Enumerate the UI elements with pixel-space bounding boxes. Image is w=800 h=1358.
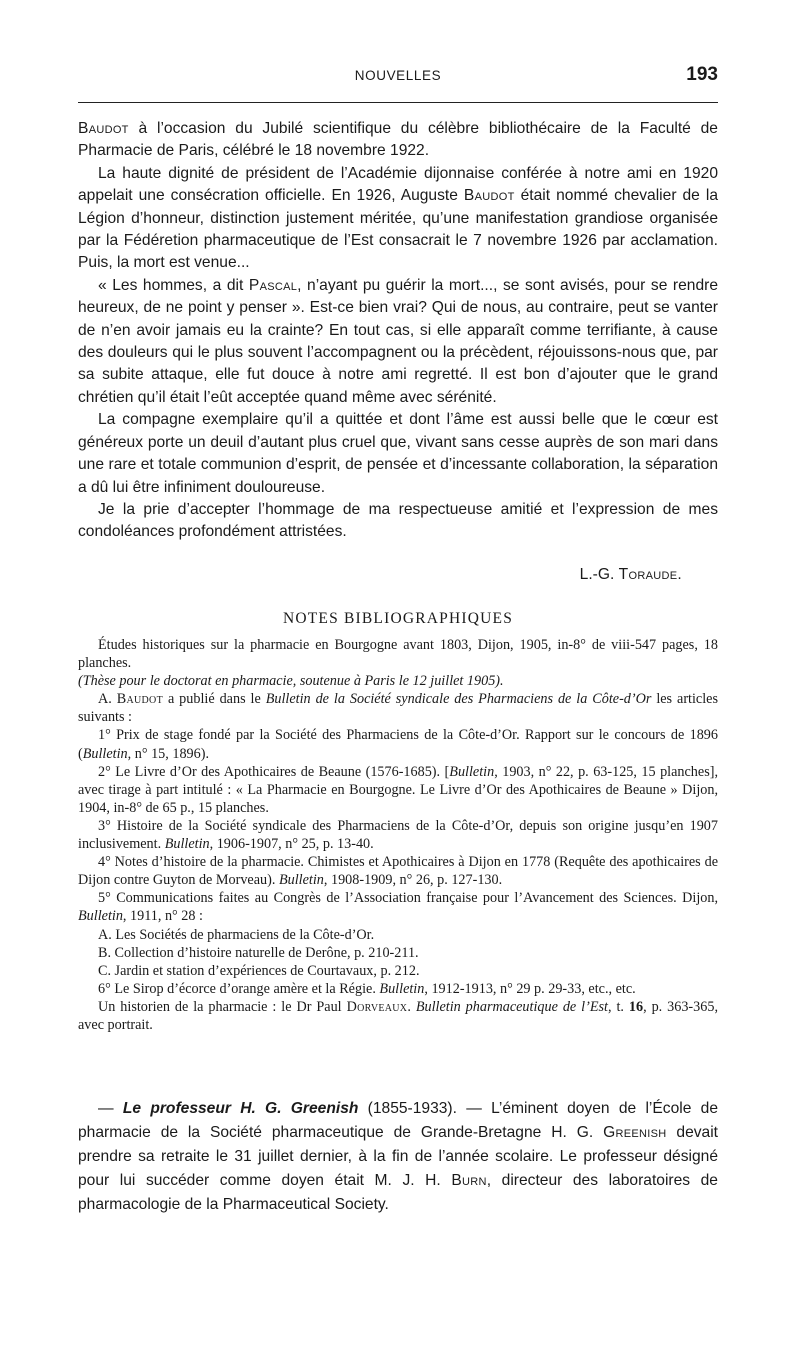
note-entry bbox=[78, 672, 718, 690]
note-entry bbox=[78, 853, 718, 889]
note-entry bbox=[78, 817, 718, 853]
bibliographic-notes bbox=[78, 636, 718, 1034]
text-run: , n° 15, 1896). bbox=[127, 745, 209, 762]
header-rule bbox=[78, 102, 718, 103]
note-entry: B. Collection d’histoire naturelle de Derône, p. 210-211. bbox=[98, 944, 419, 961]
journal-title: Bulletin de la Société syndicale des Pharmaciens de la Côte-d’Or bbox=[265, 691, 652, 708]
note-entry bbox=[78, 998, 718, 1034]
note-entry bbox=[78, 980, 718, 998]
text-run: 3° Histoire de la Société syndicale des Pharmaciens de la Côte-d’Or, depuis son origine jusqu’en 1907 inclusivement. bbox=[78, 817, 718, 853]
text-run: 4° Notes d’histoire de la pharmacie. Chimistes et Apothicaires à Dijon en 1778 (Requête des apothicaires de Dijon contre Guyton de Morveau). bbox=[78, 854, 718, 889]
text-run: les articles suivants : bbox=[78, 691, 718, 726]
text-run: A. bbox=[98, 691, 117, 708]
text-run: , n’ayant pu guérir la mort..., se sont avisés, pour se rendre heureux, de ne point y penser ». Est-ce bien vrai? Qui de nous, au contraire, peut se vanter de n’en avoir jamais eu la crainte? En tout cas, si elle apparaît comme terrifiante, à cause des douleurs qui le plus souvent l’accompagnent ou la précèdent, réjouissons-nous que, par sa subite attaque, elle fut douce à notre ami regretté. Il est bon d’ajouter que le grand chrétien qu’il était l’eût acceptée quand même avec sérénité. bbox=[78, 276, 718, 406]
text-run: , 1908-1909, n° 26, p. 127-130. bbox=[323, 872, 503, 889]
text-run: « Les hommes, a dit bbox=[98, 276, 249, 294]
text-run: devait prendre sa retraite le 31 juillet dernier, à la fin de l’année scolaire. Le professeur désigné pour lui succéder comme doyen était M. J. H. bbox=[78, 1124, 719, 1189]
journal-title: Bulletin bbox=[82, 745, 128, 762]
notice-title: Le professeur H. G. Greenish bbox=[122, 1100, 359, 1117]
note-entry bbox=[78, 763, 718, 817]
person-name: Burn bbox=[451, 1172, 487, 1189]
signature bbox=[78, 564, 718, 586]
text-run: Je la prie d’accepter l’hommage de ma respectueuse amitié et l’expression de mes condoléances profondément attristées. bbox=[78, 500, 718, 541]
person-name: Greenish bbox=[603, 1124, 667, 1141]
author-name: Dorveaux bbox=[346, 998, 408, 1015]
author-name: Baudot bbox=[116, 691, 163, 708]
author-name: Baudot bbox=[78, 120, 129, 137]
text-run: Un historien de la pharmacie : le Dr Paul bbox=[98, 998, 347, 1015]
page-header bbox=[78, 64, 718, 90]
text-run: était nommé chevalier de la Légion d’honneur, distinction justement méritée, qu’une manifestation grandiose organisée par la Fédéretion pharmaceutique de l’Est consacrait le 7 novembre 1926 par acclamation. Puis, la mort est venue... bbox=[78, 187, 718, 272]
text-run: , 1911, n° 28 : bbox=[122, 908, 203, 925]
journal-title: Bulletin bbox=[78, 908, 123, 925]
signature-name: Toraude. bbox=[618, 566, 682, 583]
note-italic: (Thèse pour le doctorat en pharmacie, soutenue à Paris le 12 juillet 1905). bbox=[78, 673, 504, 690]
paragraph bbox=[78, 275, 718, 409]
paragraph bbox=[78, 1097, 718, 1217]
text-run: (1855-1933). — L’éminent doyen de l’École de pharmacie de la Société pharmaceutique de Grande-Bretagne H. G. bbox=[78, 1100, 719, 1141]
paragraph: La compagne exemplaire qu’il a quittée et dont l’âme est aussi belle que le cœur est généreux porte un deuil d’autant plus cruel que, vivant sans cesse auprès de son mari dans une rare et totale communion d’esprit, de pensée et d’incessante collaboration, la séparation a dû lui être infiniment douloureuse. bbox=[78, 411, 718, 496]
greenish-notice bbox=[78, 1097, 718, 1217]
text-run: , 1906-1907, n° 25, p. 13-40. bbox=[209, 836, 374, 853]
signature-initials: L.-G. bbox=[579, 566, 619, 583]
journal-title: Bulletin bbox=[449, 763, 495, 780]
note-entry bbox=[78, 726, 718, 762]
note-entry: A. Les Sociétés de pharmaciens de la Côte-d’Or. bbox=[98, 926, 375, 943]
author-name: Pascal bbox=[248, 276, 298, 294]
text-run: , 1903, n° 22, p. 63-125, 15 planches], avec tirage à part intitulé : « La Pharmacie en Bourgogne. Le Livre d’Or des Apothicaires de Beaune » Dijon, 1904, in-8° de 65 p., 15 planches. bbox=[78, 763, 718, 816]
paragraph bbox=[78, 118, 718, 163]
text-run: 2° Le Livre d’Or des Apothicaires de Beaune (1576-1685). [ bbox=[98, 763, 450, 780]
note-entry: C. Jardin et station d’expériences de Courtavaux, p. 212. bbox=[98, 962, 420, 979]
volume-number: 16 bbox=[628, 998, 644, 1015]
running-title: NOUVELLES bbox=[354, 68, 442, 83]
text-run: , p. 363-365, avec portrait. bbox=[78, 998, 718, 1033]
signature-wrap bbox=[580, 566, 718, 583]
paragraph bbox=[78, 163, 718, 275]
page-number: 193 bbox=[686, 64, 718, 85]
note-entry bbox=[78, 690, 718, 726]
section-title: NOTES BIBLIOGRAPHIQUES bbox=[282, 610, 514, 627]
author-name: Baudot bbox=[463, 187, 515, 205]
signature-paragraph bbox=[78, 499, 718, 544]
text-run: 5° Communications faites au Congrès de l’Association française pour l’Avancement des Sciences. Dijon, bbox=[98, 890, 718, 907]
text-run: 6° Le Sirop d’écorce d’orange amère et la Régie. bbox=[98, 980, 380, 997]
journal-title: Bulletin pharmaceutique de l’Est bbox=[415, 998, 608, 1015]
note-entry: Études historiques sur la pharmacie en Bourgogne avant 1803, Dijon, 1905, in-8° de viii-547 pages, 18 planches. bbox=[78, 637, 718, 672]
text-run: , 1912-1913, n° 29 p. 29-33, etc., etc. bbox=[424, 980, 636, 997]
journal-title: Bulletin bbox=[278, 872, 324, 889]
text-run: . bbox=[407, 998, 416, 1015]
text-run: 1° Prix de stage fondé par la Société des Pharmaciens de la Côte-d’Or. Rapport sur le concours de 1896 ( bbox=[78, 727, 718, 762]
text-run: à l’occasion du Jubilé scientifique du célèbre bibliothécaire de la Faculté de Pharmacie de Paris, célébré le 18 novembre 1922. bbox=[78, 120, 718, 160]
text-run: , directeur des laboratoires de pharmacologie de la Pharmaceutical Society. bbox=[78, 1172, 718, 1213]
note-entry bbox=[78, 889, 718, 925]
journal-title: Bulletin bbox=[379, 980, 425, 997]
obituary-text bbox=[78, 118, 718, 544]
text-run: La haute dignité de président de l’Académie dijonnaise conférée à notre ami en 1920 appelait une consécration officielle. En 1926, Auguste bbox=[78, 164, 718, 205]
text-run: , t. bbox=[607, 998, 629, 1015]
text-run: a publié dans le bbox=[163, 691, 266, 708]
journal-title: Bulletin bbox=[164, 836, 210, 853]
text-run: — bbox=[98, 1100, 123, 1117]
